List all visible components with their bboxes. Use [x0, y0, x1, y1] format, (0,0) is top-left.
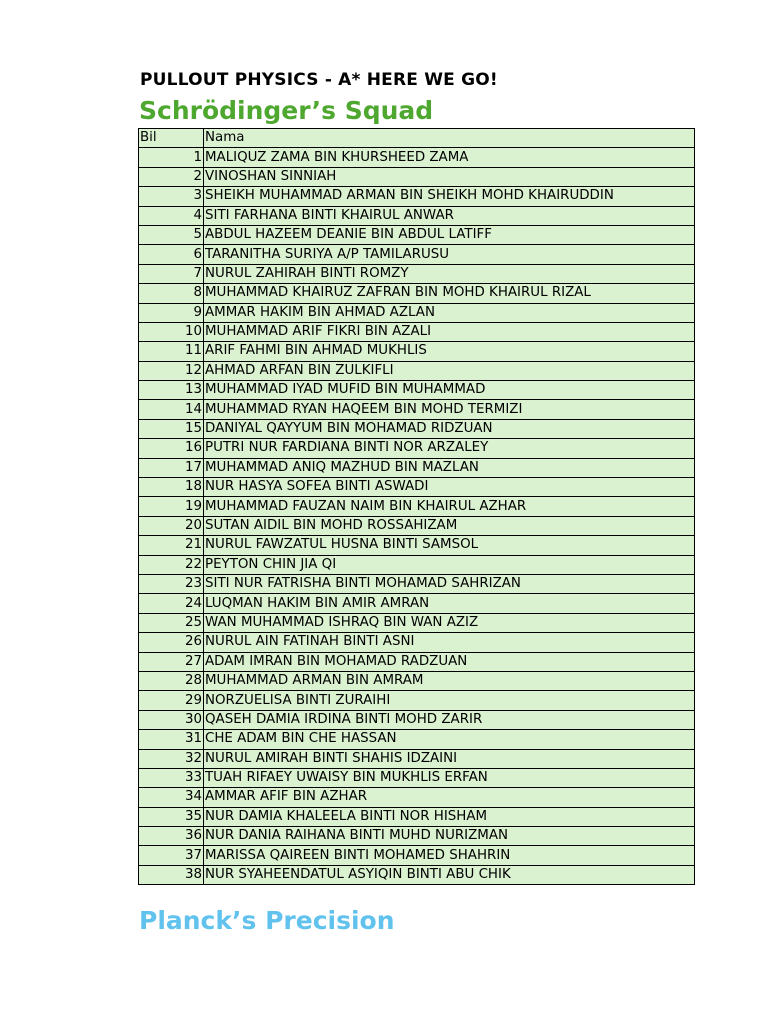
table-row — [139, 322, 695, 341]
row-number: 30 — [139, 710, 204, 729]
student-name: SITI FARHANA BINTI KHAIRUL ANWAR — [204, 206, 695, 225]
student-name: MARISSA QAIREEN BINTI MOHAMED SHAHRIN — [204, 846, 695, 865]
table-row — [139, 361, 695, 380]
row-number: 17 — [139, 458, 204, 477]
page-title: PULLOUT PHYSICS - A* HERE WE GO! — [140, 70, 498, 90]
row-number: 19 — [139, 497, 204, 516]
row-number: 25 — [139, 613, 204, 632]
row-number: 7 — [139, 264, 204, 283]
row-number: 31 — [139, 730, 204, 749]
student-name: ADAM IMRAN BIN MOHAMAD RADZUAN — [204, 652, 695, 671]
table-row — [139, 284, 695, 303]
student-name: NURUL FAWZATUL HUSNA BINTI SAMSOL — [204, 536, 695, 555]
row-number: 24 — [139, 594, 204, 613]
table-row — [139, 710, 695, 729]
row-number: 11 — [139, 342, 204, 361]
table-row — [139, 516, 695, 535]
row-number: 34 — [139, 788, 204, 807]
table-row — [139, 342, 695, 361]
table-row — [139, 749, 695, 768]
table-row — [139, 439, 695, 458]
table-row — [139, 264, 695, 283]
table-row — [139, 187, 695, 206]
table-row — [139, 303, 695, 322]
table-row — [139, 730, 695, 749]
table-row — [139, 827, 695, 846]
section-heading-plancks-precision: Planck’s Precision — [139, 906, 395, 935]
table-row — [139, 497, 695, 516]
student-name: NURUL AIN FATINAH BINTI ASNI — [204, 633, 695, 652]
table-row — [139, 671, 695, 690]
student-name: ARIF FAHMI BIN AHMAD MUKHLIS — [204, 342, 695, 361]
student-name: ABDUL HAZEEM DEANIE BIN ABDUL LATIFF — [204, 225, 695, 244]
table-row — [139, 574, 695, 593]
row-number: 22 — [139, 555, 204, 574]
student-name: TARANITHA SURIYA A/P TAMILARUSU — [204, 245, 695, 264]
row-number: 29 — [139, 691, 204, 710]
student-name: MUHAMMAD IYAD MUFID BIN MUHAMMAD — [204, 381, 695, 400]
student-name: SUTAN AIDIL BIN MOHD ROSSAHIZAM — [204, 516, 695, 535]
row-number: 9 — [139, 303, 204, 322]
student-name: AMMAR AFIF BIN AZHAR — [204, 788, 695, 807]
table-row — [139, 167, 695, 186]
table-row — [139, 594, 695, 613]
student-name: MUHAMMAD KHAIRUZ ZAFRAN BIN MOHD KHAIRUL RIZAL — [204, 284, 695, 303]
student-name: NURUL ZAHIRAH BINTI ROMZY — [204, 264, 695, 283]
row-number: 18 — [139, 478, 204, 497]
table-row — [139, 478, 695, 497]
table-row — [139, 691, 695, 710]
row-number: 2 — [139, 167, 204, 186]
row-number: 33 — [139, 768, 204, 787]
student-name: LUQMAN HAKIM BIN AMIR AMRAN — [204, 594, 695, 613]
student-name: NORZUELISA BINTI ZURAIHI — [204, 691, 695, 710]
row-number: 15 — [139, 419, 204, 438]
student-name: NUR HASYA SOFEA BINTI ASWADI — [204, 478, 695, 497]
row-number: 8 — [139, 284, 204, 303]
student-name: PEYTON CHIN JIA QI — [204, 555, 695, 574]
student-name: MUHAMMAD ARIF FIKRI BIN AZALI — [204, 322, 695, 341]
student-name: SHEIKH MUHAMMAD ARMAN BIN SHEIKH MOHD KHAIRUDDIN — [204, 187, 695, 206]
student-name: MUHAMMAD ARMAN BIN AMRAM — [204, 671, 695, 690]
row-number: 36 — [139, 827, 204, 846]
row-number: 5 — [139, 225, 204, 244]
student-name: MUHAMMAD ANIQ MAZHUD BIN MAZLAN — [204, 458, 695, 477]
student-name: MUHAMMAD FAUZAN NAIM BIN KHAIRUL AZHAR — [204, 497, 695, 516]
table-row — [139, 225, 695, 244]
table-row — [139, 555, 695, 574]
table-row — [139, 652, 695, 671]
student-name: TUAH RIFAEY UWAISY BIN MUKHLIS ERFAN — [204, 768, 695, 787]
student-name: VINOSHAN SINNIAH — [204, 167, 695, 186]
section-heading-schrodingers-squad: Schrödinger’s Squad — [139, 96, 434, 125]
row-number: 16 — [139, 439, 204, 458]
row-number: 26 — [139, 633, 204, 652]
table-row — [139, 788, 695, 807]
table-row — [139, 458, 695, 477]
row-number: 1 — [139, 148, 204, 167]
table-row — [139, 245, 695, 264]
column-header-nama: Nama — [204, 129, 695, 148]
row-number: 28 — [139, 671, 204, 690]
student-name: NUR DAMIA KHALEELA BINTI NOR HISHAM — [204, 807, 695, 826]
table-row — [139, 148, 695, 167]
student-name: NUR SYAHEENDATUL ASYIQIN BINTI ABU CHIK — [204, 865, 695, 884]
table-row — [139, 768, 695, 787]
table-row — [139, 536, 695, 555]
student-name: CHE ADAM BIN CHE HASSAN — [204, 730, 695, 749]
row-number: 20 — [139, 516, 204, 535]
student-name: MUHAMMAD RYAN HAQEEM BIN MOHD TERMIZI — [204, 400, 695, 419]
row-number: 23 — [139, 574, 204, 593]
row-number: 32 — [139, 749, 204, 768]
table-row — [139, 613, 695, 632]
student-name: AMMAR HAKIM BIN AHMAD AZLAN — [204, 303, 695, 322]
student-name: AHMAD ARFAN BIN ZULKIFLI — [204, 361, 695, 380]
header-row — [139, 129, 695, 148]
row-number: 10 — [139, 322, 204, 341]
row-number: 27 — [139, 652, 204, 671]
student-name: WAN MUHAMMAD ISHRAQ BIN WAN AZIZ — [204, 613, 695, 632]
row-number: 3 — [139, 187, 204, 206]
student-name: PUTRI NUR FARDIANA BINTI NOR ARZALEY — [204, 439, 695, 458]
table-row — [139, 400, 695, 419]
row-number: 6 — [139, 245, 204, 264]
row-number: 21 — [139, 536, 204, 555]
table-row — [139, 381, 695, 400]
student-name: NUR DANIA RAIHANA BINTI MUHD NURIZMAN — [204, 827, 695, 846]
student-roster-table — [138, 128, 695, 885]
row-number: 4 — [139, 206, 204, 225]
row-number: 12 — [139, 361, 204, 380]
table-row — [139, 419, 695, 438]
student-name: MALIQUZ ZAMA BIN KHURSHEED ZAMA — [204, 148, 695, 167]
student-name: DANIYAL QAYYUM BIN MOHAMAD RIDZUAN — [204, 419, 695, 438]
row-number: 14 — [139, 400, 204, 419]
table-row — [139, 206, 695, 225]
table-row — [139, 807, 695, 826]
row-number: 37 — [139, 846, 204, 865]
table-row — [139, 633, 695, 652]
row-number: 35 — [139, 807, 204, 826]
student-name: SITI NUR FATRISHA BINTI MOHAMAD SAHRIZAN — [204, 574, 695, 593]
student-name: NURUL AMIRAH BINTI SHAHIS IDZAINI — [204, 749, 695, 768]
row-number: 13 — [139, 381, 204, 400]
table-row — [139, 846, 695, 865]
column-header-bil: Bil — [139, 129, 204, 148]
student-name: QASEH DAMIA IRDINA BINTI MOHD ZARIR — [204, 710, 695, 729]
roster-body — [139, 129, 695, 885]
table-row — [139, 865, 695, 884]
row-number: 38 — [139, 865, 204, 884]
